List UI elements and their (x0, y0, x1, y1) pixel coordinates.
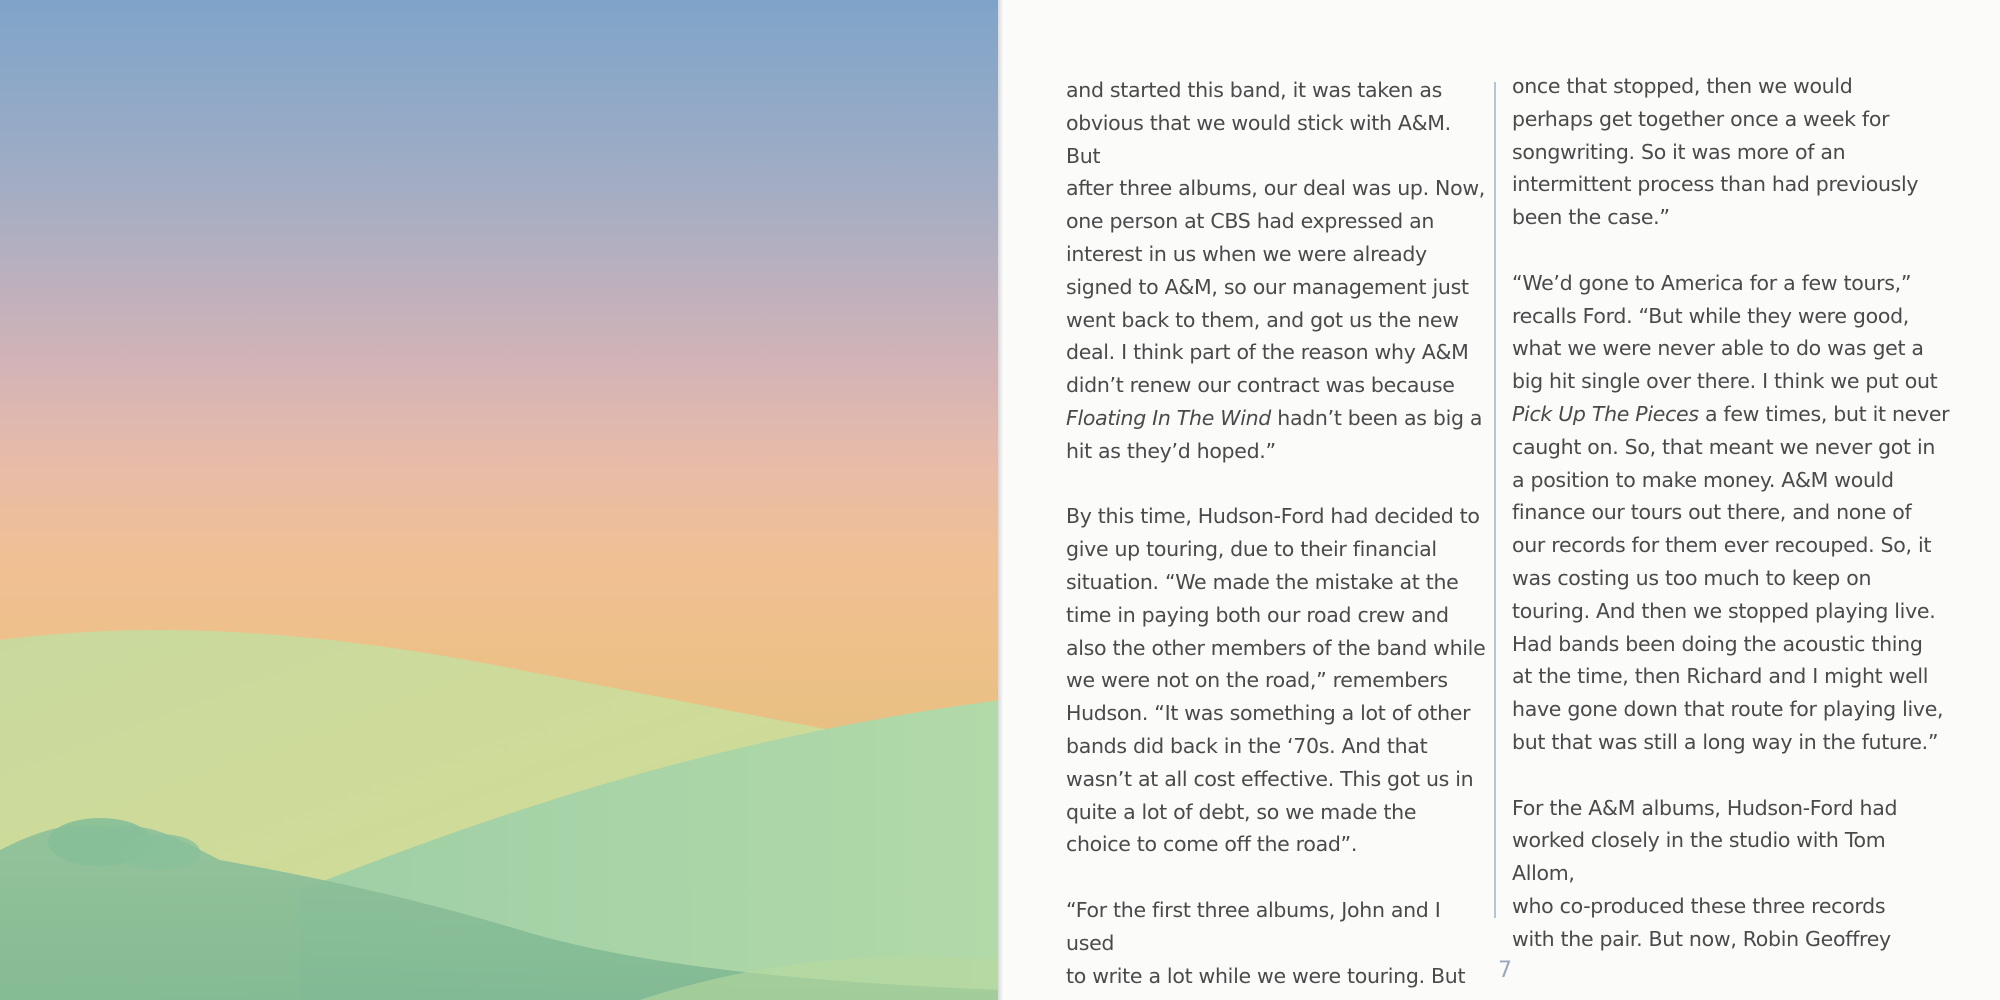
album-title-italic: Floating In The Wind (1066, 405, 1272, 430)
paragraph-text: and started this band, it was taken as obvious that we would stick with A&M. But after three albums, our deal was up. Now, one person at CBS had expressed an interest in us when we were already signed to A&M, so our management just went back to them, and got us the new deal. I think part of the reason why A&M didn’t renew our contract was because (1066, 78, 1486, 398)
song-title-italic: Pick Up The Pieces (1512, 401, 1699, 426)
right-text-column (1512, 70, 1952, 956)
left-text-column (1066, 74, 1486, 992)
text-page (1004, 0, 2000, 1000)
paragraph: By this time, Hudson-Ford had decided to give up touring, due to their financial situation. “We made the mistake at the time in paying both our road crew and also the other members of the band while we were not on the road,” remembers Hudson. “It was something a lot of other bands did back in the ‘70s. And that wasn’t at all cost effective. This got us in quite a lot of debt, so we made the choice to come off the road”. (1066, 504, 1486, 857)
paragraph (1066, 74, 1486, 468)
paragraph-text: a few times, but it never caught on. So, that meant we never got in a position to make money. A&M would finance our tours out there, and none of our records for them ever recouped. So, it was costing us too much to keep on touring. And then we stopped playing live. Had bands been doing the acoustic thing at the time, then Richard and I might well have gone down that route for playing live, but that was still a long way in the future.” (1512, 401, 1950, 754)
paragraph-text: “We’d gone to America for a few tours,” recalls Ford. “But while they were good, what we were never able to do was get a big hit single over there. I think we put out (1512, 270, 1938, 394)
column-divider (1494, 82, 1496, 918)
paragraph: once that stopped, then we would perhaps get together once a week for songwriting. So it was more of an intermittent process than had previously been the case.” (1512, 74, 1919, 230)
paragraph-text: hadn’t been as big a hit as they’d hoped.” (1066, 405, 1483, 463)
page-number: 7 (1498, 958, 1512, 983)
paragraph: For the A&M albums, Hudson-Ford had worked closely in the studio with Tom Allom, who co-produced these three records with the pair. But now, Robin Geoffrey (1512, 795, 1898, 951)
paragraph (1512, 267, 1952, 759)
paragraph: “For the first three albums, John and I used to write a lot while we were touring. But (1066, 897, 1466, 988)
